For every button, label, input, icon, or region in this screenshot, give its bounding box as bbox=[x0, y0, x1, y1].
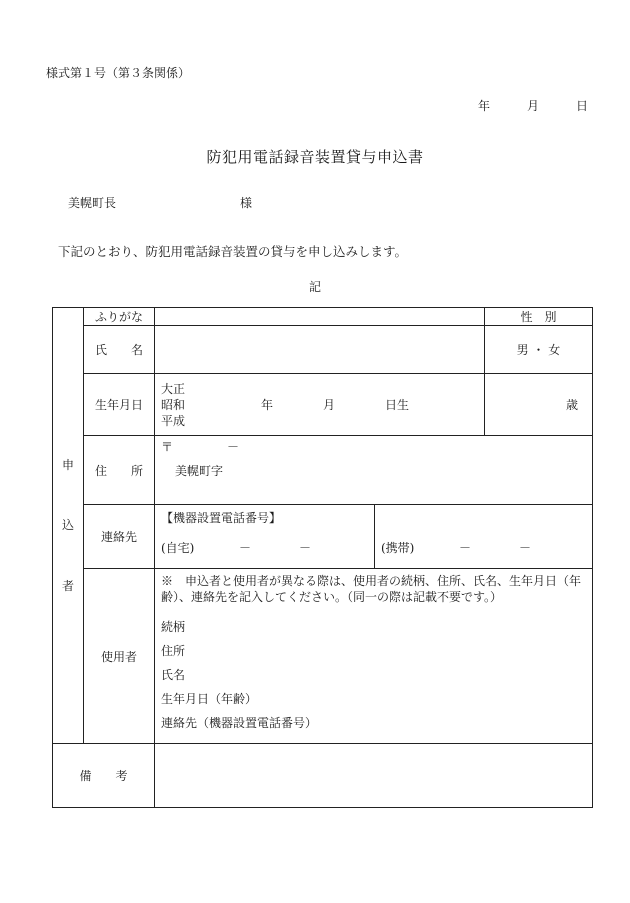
user-item-name: 氏名 bbox=[161, 668, 186, 682]
postal-dash: － bbox=[227, 440, 240, 454]
device-phone-header: 【機器設置電話番号】 bbox=[161, 511, 282, 525]
sex-value[interactable]: 男 ・ 女 bbox=[485, 326, 593, 374]
birth-month-unit: 月 bbox=[323, 397, 336, 412]
ki-heading: 記 bbox=[308, 280, 321, 294]
mobile-dash-2: － bbox=[519, 541, 532, 555]
birthdate-field[interactable] bbox=[155, 374, 485, 436]
postal-mark: 〒 bbox=[161, 440, 174, 454]
recipient-honorific: 様 bbox=[240, 196, 253, 210]
address-field[interactable] bbox=[155, 436, 593, 505]
name-label: 氏 名 bbox=[84, 326, 155, 374]
applicant-char-3: 者 bbox=[61, 578, 74, 593]
home-dash-2: － bbox=[299, 541, 312, 555]
name-row bbox=[53, 326, 593, 374]
remarks-label: 備 考 bbox=[53, 744, 155, 808]
mobile-label: (携帯) bbox=[381, 541, 415, 555]
contact-label: 連絡先 bbox=[84, 505, 155, 569]
applicant-vertical-label bbox=[53, 308, 84, 744]
date-month-label: 月 bbox=[527, 99, 540, 113]
address-label: 住 所 bbox=[84, 436, 155, 505]
address-town: 美幌町字 bbox=[175, 464, 224, 478]
birthdate-row bbox=[53, 374, 593, 436]
age-unit: 歳 bbox=[565, 398, 578, 412]
remarks-field[interactable] bbox=[155, 744, 593, 808]
remarks-row bbox=[53, 744, 593, 808]
mobile-phone-field[interactable] bbox=[375, 505, 593, 569]
applicant-char-2: 込 bbox=[61, 518, 74, 533]
birth-day-unit: 日生 bbox=[385, 397, 410, 412]
application-table bbox=[52, 307, 593, 808]
age-field[interactable] bbox=[485, 374, 593, 436]
birthdate-label: 生年月日 bbox=[84, 374, 155, 436]
applicant-char-1: 申 bbox=[61, 457, 74, 472]
address-row bbox=[53, 436, 593, 505]
user-row bbox=[53, 569, 593, 744]
furigana-field[interactable] bbox=[155, 308, 485, 326]
user-item-contact: 連絡先（機器設置電話番号） bbox=[161, 716, 318, 730]
user-item-birthdate: 生年月日（年齢） bbox=[161, 692, 258, 706]
home-dash-1: － bbox=[239, 541, 252, 555]
user-note: ※ 申込者と使用者が異なる際は、使用者の続柄、住所、氏名、生年月日（年齢）、連絡先を記入してください。（同一の際は記載不要です。） bbox=[161, 574, 582, 604]
mobile-dash-1: － bbox=[459, 541, 472, 555]
name-field[interactable] bbox=[155, 326, 485, 374]
contact-row bbox=[53, 505, 593, 569]
user-label: 使用者 bbox=[84, 569, 155, 744]
furigana-label: ふりがな bbox=[84, 308, 155, 326]
document-title: 防犯用電話録音装置貸与申込書 bbox=[206, 148, 424, 166]
form-number-label: 様式第１号（第３条関係） bbox=[46, 66, 191, 80]
era-showa: 昭和 bbox=[161, 397, 186, 412]
user-field[interactable] bbox=[155, 569, 593, 744]
furigana-row bbox=[53, 308, 593, 326]
intro-text: 下記のとおり、防犯用電話録音装置の貸与を申し込みします。 bbox=[58, 244, 408, 259]
era-taisho: 大正 bbox=[161, 381, 186, 396]
birth-year-unit: 年 bbox=[261, 397, 274, 412]
user-item-address: 住所 bbox=[161, 644, 186, 658]
era-heisei: 平成 bbox=[161, 413, 186, 428]
home-label: (自宅) bbox=[161, 541, 195, 555]
date-day-label: 日 bbox=[576, 99, 589, 113]
sex-header: 性 別 bbox=[485, 308, 593, 326]
date-year-label: 年 bbox=[478, 99, 491, 113]
recipient-name: 美幌町長 bbox=[68, 196, 117, 210]
home-phone-field[interactable] bbox=[155, 505, 375, 569]
user-item-relation: 続柄 bbox=[161, 620, 186, 634]
